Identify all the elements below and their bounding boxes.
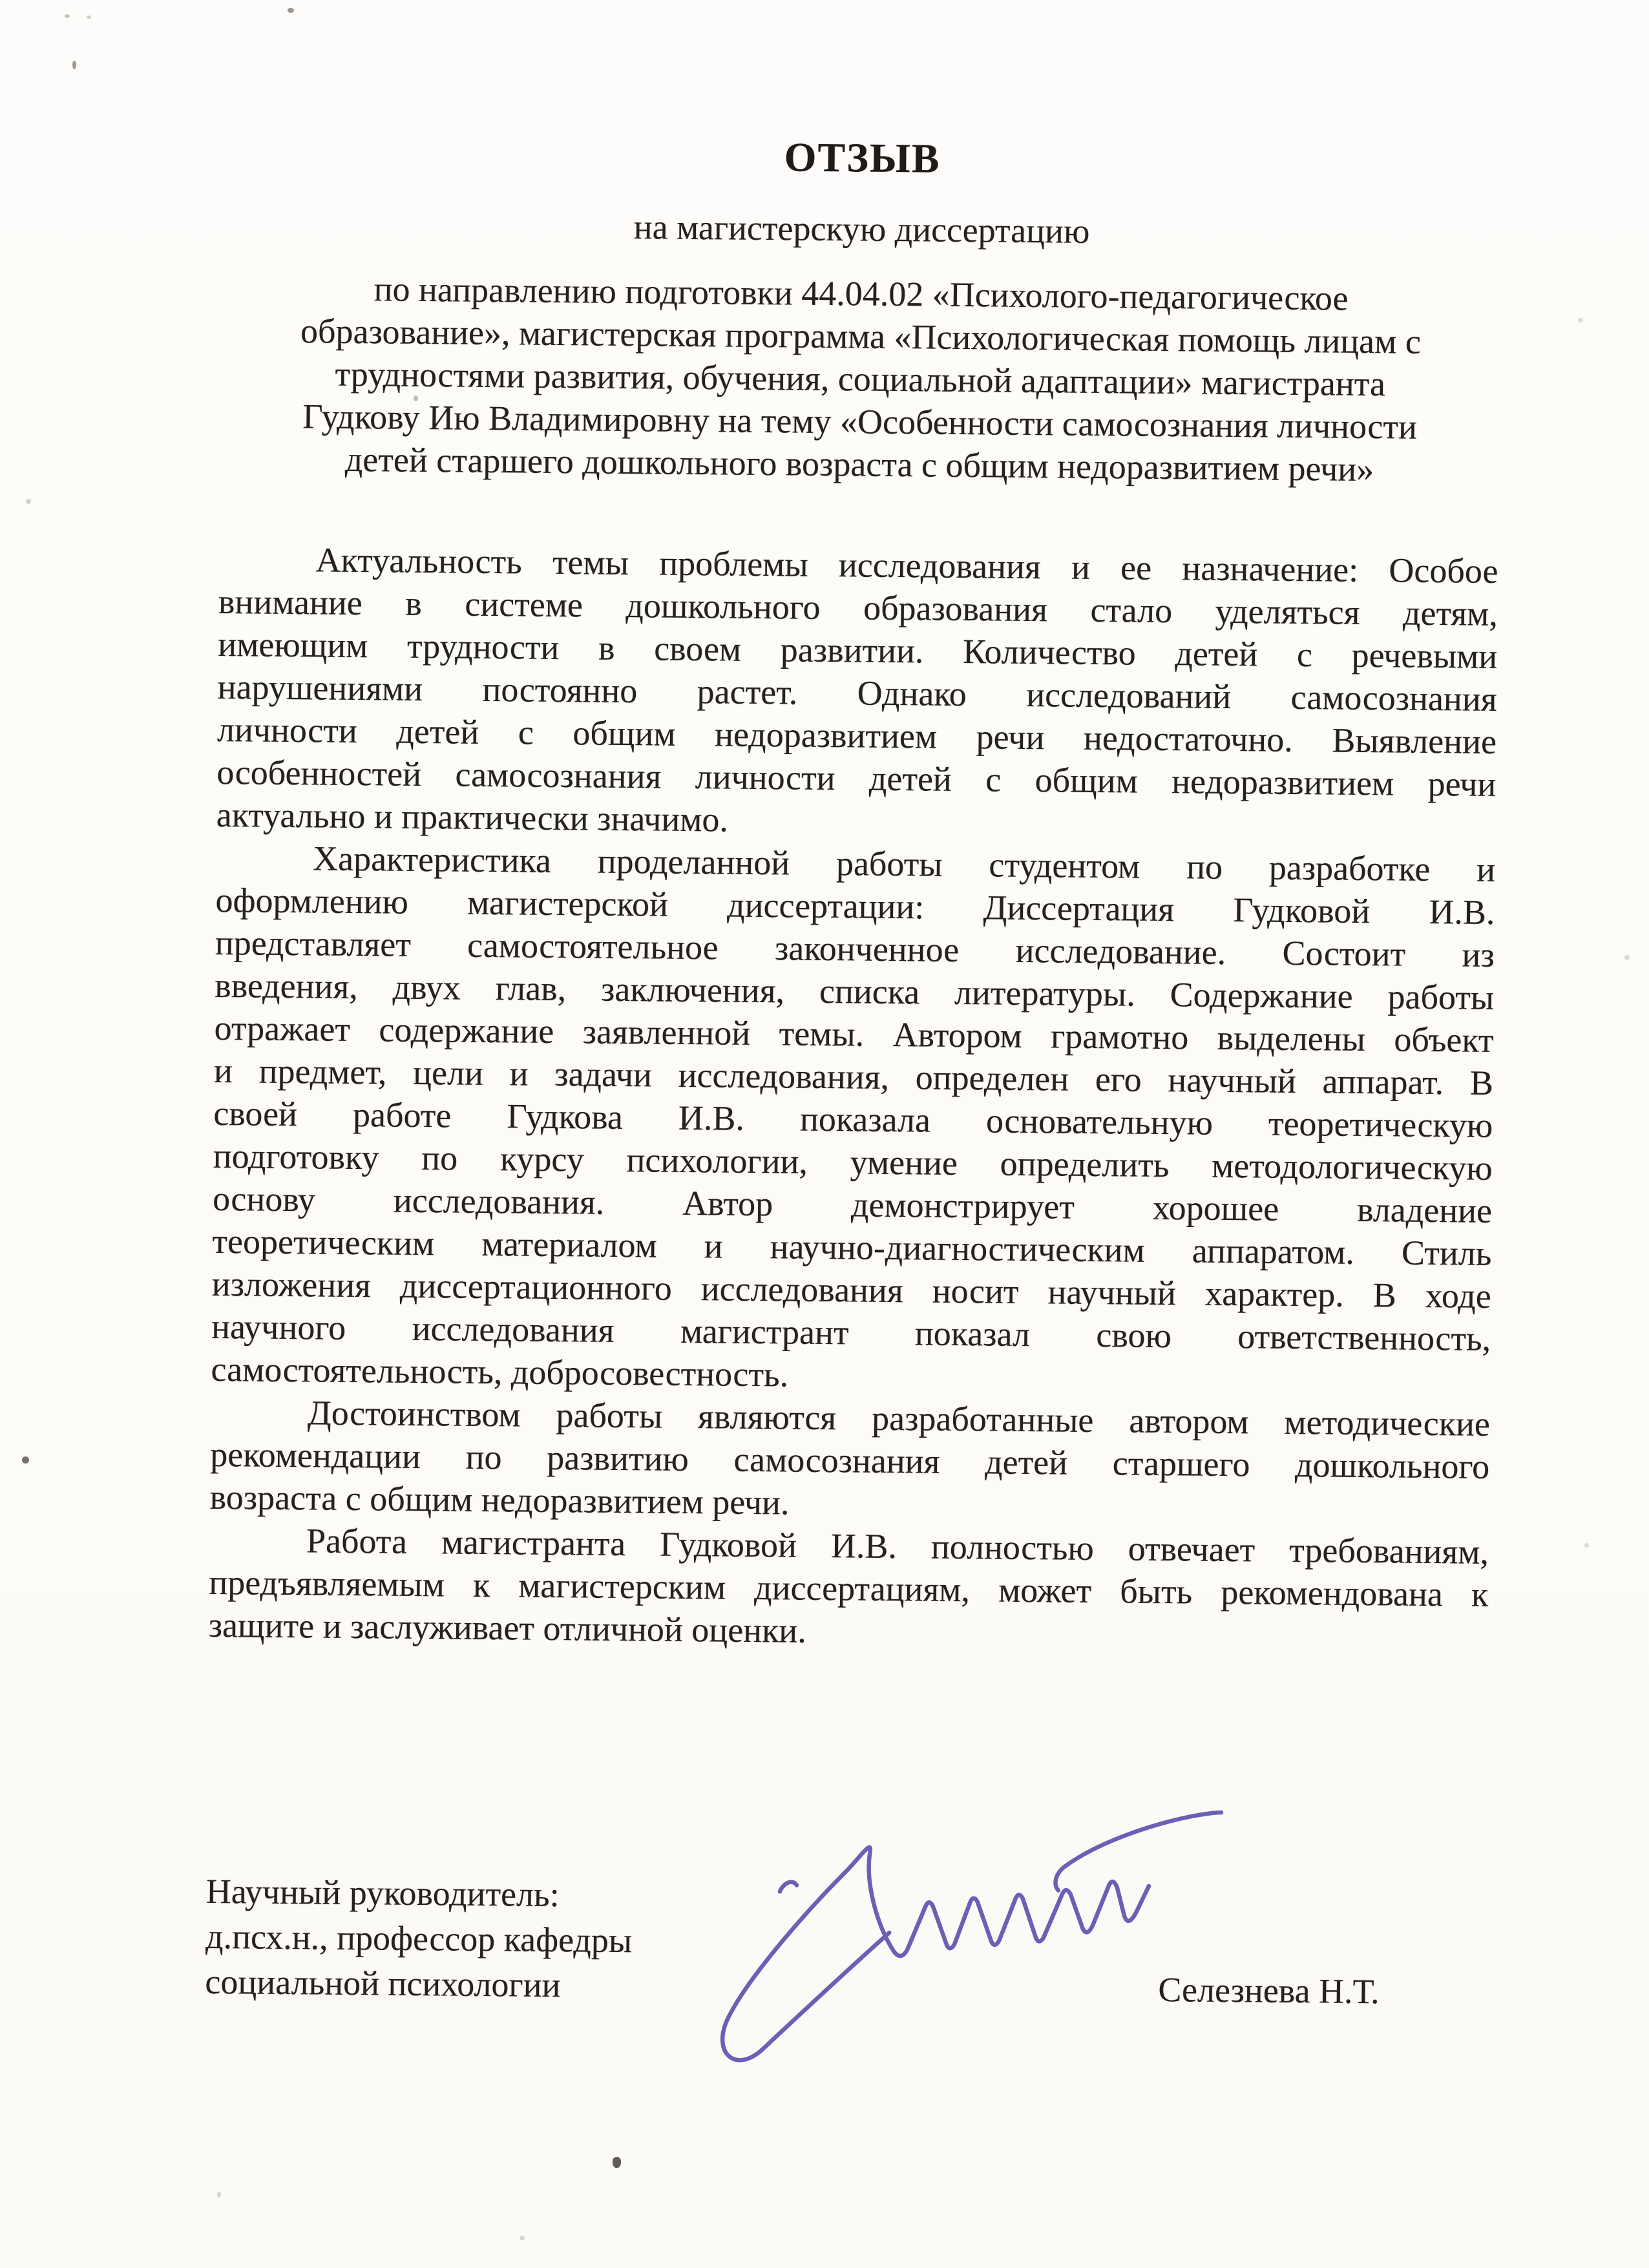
heading-line: Гудкову Ию Владимировну на тему «Особенности самосознания личности (302, 397, 1418, 446)
signature-name: Селезнева Н.Т. (1158, 1970, 1380, 2011)
document-title: ОТЗЫВ (784, 134, 941, 182)
body-line: защите и заслуживает отличной оценки. (208, 1605, 807, 1650)
body-line: изложения диссертационного исследования носит научный характер. В ходе (211, 1264, 1492, 1316)
body-line: и предмет, цели и задачи исследования, определен его научный аппарат. В (213, 1051, 1494, 1102)
signature-role-line: д.псх.н., профессор кафедры (205, 1916, 633, 1960)
body-line: предъявляемым к магистерским диссертациям, может быть рекомендована к (209, 1562, 1489, 1614)
scan-speck (288, 8, 294, 13)
body-line: личности детей с общим недоразвитием речи недостаточно. Выявление (216, 709, 1497, 761)
paragraph (209, 1391, 1490, 1531)
body-line: представляет самостоятельное законченное исследование. Состоит из (215, 923, 1495, 974)
paragraph (216, 538, 1498, 848)
paragraph (208, 1518, 1489, 1659)
body-line: имеющим трудности в своем развитии. Количество детей с речевыми (218, 624, 1498, 676)
scan-speck (65, 14, 70, 18)
document-body (208, 538, 1498, 1659)
body-line: внимание в системе дошкольного образования стало уделяться детям, (218, 582, 1498, 633)
body-line: теоретическим материалом и научно-диагностическим аппаратом. Стиль (212, 1221, 1492, 1273)
body-line: оформлению магистерской диссертации: Диссертация Гудковой И.В. (215, 880, 1495, 932)
body-line: введения, двух глав, заключения, списка литературы. Содержание работы (214, 965, 1495, 1017)
dissertation-heading (220, 266, 1501, 492)
body-line: возраста с общим недоразвитием речи. (209, 1477, 790, 1522)
paragraph (211, 836, 1495, 1403)
body-line: научного исследования магистрант показал свою ответственность, (211, 1307, 1491, 1358)
body-line: Актуальность темы проблемы исследования и ее назначение: Особое (315, 540, 1498, 591)
scan-speck (1584, 1543, 1589, 1548)
body-line: Работа магистранта Гудковой И.В. полностью отвечает требованиям, (306, 1521, 1489, 1571)
body-line: рекомендации по развитию самосознания детей старшего дошкольного (210, 1434, 1490, 1486)
body-line: Характеристика проделанной работы студентом по разработке и (312, 839, 1496, 889)
body-line: Достоинством работы являются разработанные автором методические (307, 1393, 1491, 1444)
ink-drop-speck (613, 2157, 621, 2168)
scan-speck (1624, 955, 1630, 960)
scan-speck (217, 2192, 221, 2198)
body-line: особенностей самосознания личности детей с общим недоразвитием речи (216, 752, 1497, 804)
scan-speck (72, 61, 76, 69)
scan-speck (26, 499, 31, 504)
body-line: актуально и практически значимо. (216, 795, 729, 839)
scan-speck (1578, 318, 1583, 322)
heading-line: образование», магистерская программа «Психологическая помощь лицам с (300, 311, 1422, 361)
body-line: своей работе Гудкова И.В. показала основательную теоретическую (213, 1093, 1493, 1145)
document-content (204, 129, 1502, 2075)
scan-speck (22, 1456, 29, 1464)
body-line: самостоятельность, добросовестность. (211, 1349, 789, 1394)
body-line: отражает содержание заявленной темы. Автором грамотно выделены объект (214, 1008, 1494, 1060)
document-subtitle: на магистерскую диссертацию (633, 207, 1090, 251)
scan-speck (520, 2236, 525, 2240)
body-line: нарушениями постоянно растет. Однако исследований самосознания (217, 667, 1497, 719)
body-line: подготовку по курсу психологии, умение определить методологическую (213, 1136, 1493, 1188)
scan-speck (87, 16, 91, 19)
heading-line: детей старшего дошкольного возраста с общим недоразвитием речи» (344, 439, 1374, 489)
signature-role-line: Научный руководитель: (205, 1871, 560, 1915)
signature-block (204, 1869, 1486, 2075)
heading-line: трудностями развития, обучения, социальной адаптации» магистранта (335, 354, 1386, 404)
heading-line: по направлению подготовки 44.04.02 «Психолого-педагогическое (373, 269, 1349, 318)
signature-role-line: социальной психологии (205, 1962, 561, 2005)
body-line: основу исследования. Автор демонстрирует хорошее владение (212, 1179, 1493, 1230)
